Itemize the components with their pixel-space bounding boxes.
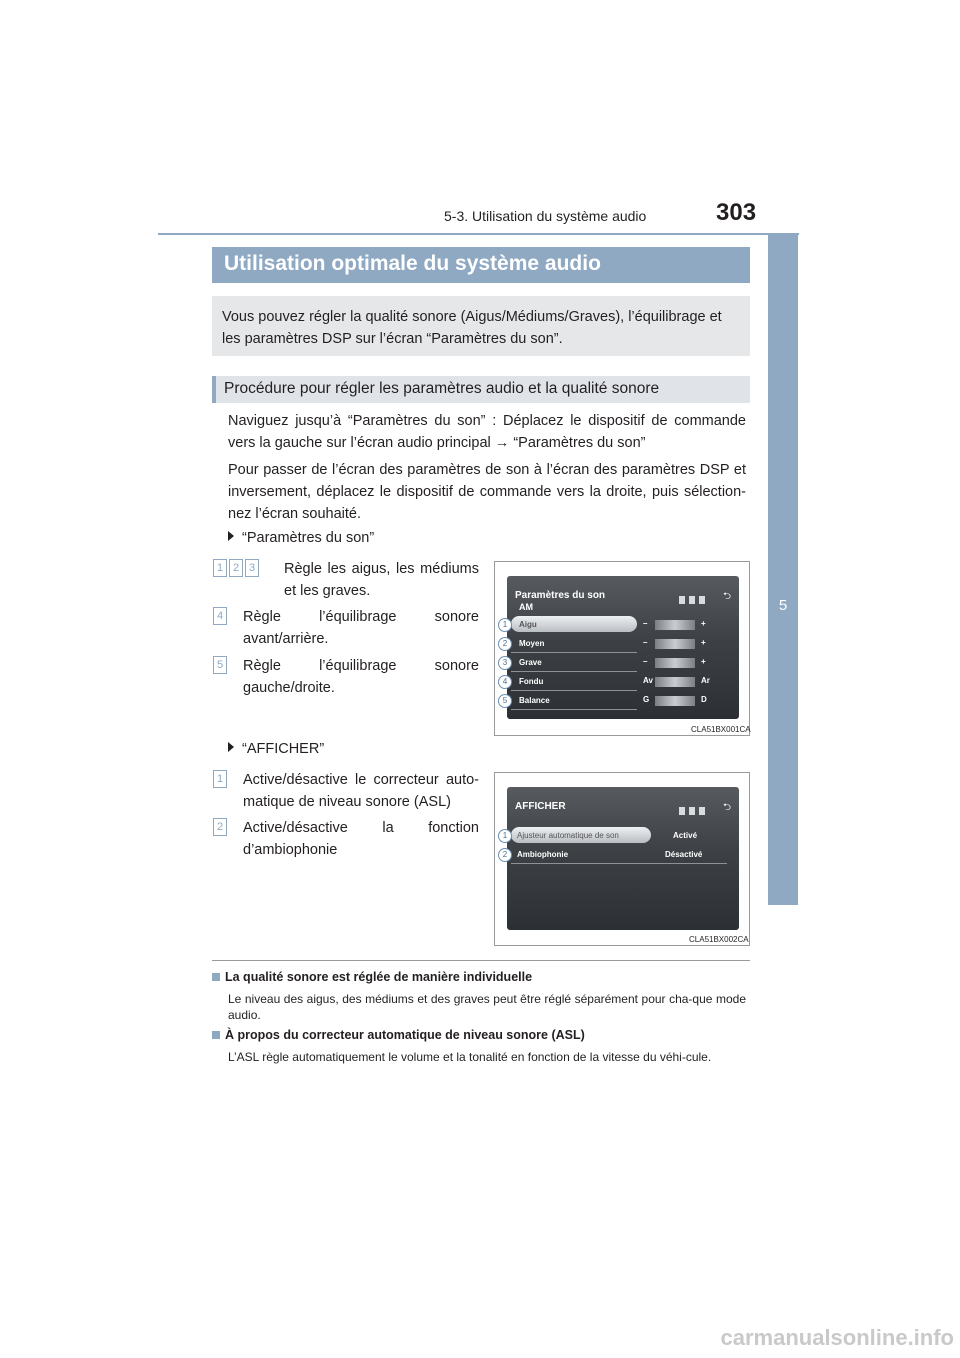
intro-text: Vous pouvez régler la qualité sonore (Aigus/Médiums/Graves), l’équilibrage et les paramètres DSP sur l’écran “Paramètres du son”. (222, 309, 722, 347)
phone-icon (699, 596, 705, 604)
watermark-text: carmanualsonline.info (720, 1325, 954, 1350)
item-text-5: Active/désactive la fonction d’ambiophonie (243, 820, 479, 858)
section1-bullet (228, 530, 374, 546)
section2-bullet-text: “AFFICHER” (242, 741, 325, 757)
section1-bullet-text: “Paramètres du son” (242, 530, 375, 546)
callout-1: 1 (498, 829, 512, 843)
subheading: Procédure pour régler les paramètres audio et la qualité sonore (224, 380, 660, 397)
number-badge: 1 (213, 770, 227, 788)
row-label-aigu: Aigu (519, 620, 537, 629)
rear-label: Ar (701, 676, 710, 685)
right-label: D (701, 695, 707, 704)
note-body-1: Le niveau des aigus, des médiums et des graves peut être réglé séparément pour cha-que mode audio. (228, 992, 746, 1022)
watermark (0, 1325, 960, 1351)
note-body-2: L’ASL règle automatiquement le volume et la tonalité en fonction de la vitesse du véhi-cule. (228, 1050, 712, 1064)
callout-4: 4 (498, 675, 512, 689)
note-heading-text: La qualité sonore est réglée de manière individuelle (225, 970, 533, 984)
item-badges-1 (213, 558, 261, 577)
number-badge: 5 (213, 656, 227, 674)
number-badge: 2 (213, 818, 227, 836)
back-icon: ⮌ (723, 802, 732, 813)
number-badge: 4 (213, 607, 227, 625)
plus-label: + (701, 619, 706, 628)
minus-label: – (643, 657, 648, 666)
treble-slider (655, 620, 695, 630)
row-label-asl: Ajusteur automatique de son (517, 831, 619, 840)
section2-bullet (228, 741, 324, 757)
row-divider (511, 671, 637, 672)
front-label: Av (643, 676, 653, 685)
left-label: G (643, 695, 650, 704)
display-screen (507, 787, 739, 930)
callout-2: 2 (498, 637, 512, 651)
asl-status: Activé (673, 831, 698, 840)
row-label-fondu: Fondu (519, 677, 544, 686)
square-bullet-icon (212, 1031, 220, 1039)
phone-icon (699, 807, 705, 815)
callout-5: 5 (498, 694, 512, 708)
screen-title: Paramètres du son (515, 590, 606, 601)
row-divider (511, 863, 727, 864)
status-icons (675, 591, 705, 609)
bluetooth-icon (679, 596, 685, 604)
item-badges-3 (213, 655, 229, 674)
ambiophonie-status: Désactivé (665, 850, 703, 859)
display-screenshot (494, 772, 750, 946)
chapter-label: Système audio à affichage Lexus (770, 952, 785, 1144)
signal-icon (689, 596, 695, 604)
chapter-number: 5 (778, 597, 788, 614)
status-icons (675, 802, 705, 820)
plus-label: + (701, 657, 706, 666)
row-label-balance: Balance (519, 696, 550, 705)
row-label-grave: Grave (519, 658, 542, 667)
mid-slider (655, 639, 695, 649)
note-heading-1 (212, 970, 532, 984)
page-title: Utilisation optimale du système audio (224, 252, 601, 275)
callout-1: 1 (498, 618, 512, 632)
notes-divider (212, 960, 750, 961)
number-badge: 2 (229, 559, 243, 577)
minus-label: – (643, 638, 648, 647)
item-text-2: Règle l’équilibrage sonore avant/arrière. (243, 609, 479, 647)
fader-slider (655, 677, 695, 687)
item-badges-2 (213, 606, 229, 625)
triangle-bullet-icon (228, 531, 234, 541)
square-bullet-icon (212, 973, 220, 981)
sound-settings-screen (507, 576, 739, 719)
item-text-3: Règle l’équilibrage sonore gauche/droite. (243, 658, 479, 696)
callout-3: 3 (498, 656, 512, 670)
plus-label: + (701, 638, 706, 647)
bass-slider (655, 658, 695, 668)
running-header: 5-3. Utilisation du système audio (444, 208, 647, 224)
item-badges-4 (213, 769, 229, 788)
callout-2: 2 (498, 848, 512, 862)
row-label-ambiophonie: Ambiophonie (517, 850, 569, 859)
header-rule (158, 233, 799, 235)
item-text-4: Active/désactive le correcteur auto-matique de niveau sonore (ASL) (243, 772, 479, 810)
screen-subtitle: AM (519, 602, 533, 612)
row-label-moyen: Moyen (519, 639, 545, 648)
signal-icon (689, 807, 695, 815)
note-heading-2 (212, 1028, 585, 1042)
sound-settings-screenshot (494, 561, 750, 736)
row-divider (511, 652, 637, 653)
minus-label: – (643, 619, 648, 628)
page-number: 303 (716, 199, 757, 226)
row-divider (511, 709, 637, 710)
row-divider (511, 690, 637, 691)
screen-title: AFFICHER (515, 801, 566, 812)
number-badge: 3 (245, 559, 259, 577)
chapter-side-tab (768, 233, 798, 905)
back-icon: ⮌ (723, 591, 732, 602)
image-code: CLA51BX001CA (691, 725, 751, 734)
balance-slider (655, 696, 695, 706)
paragraph-2: Pour passer de l’écran des paramètres de son à l’écran des paramètres DSP et inversement, déplacez le dispositif de commande vers la droite, puis sélection-nez l’écran souhaité. (228, 462, 746, 522)
image-code: CLA51BX002CA (689, 935, 749, 944)
paragraph-1: Naviguez jusqu’à “Paramètres du son” : Déplacez le dispositif de commande vers la gauche sur l’écran audio principal → “Paramètres du son” (228, 413, 746, 451)
item-text-1: Règle les aigus, les médiums et les graves. (284, 561, 479, 599)
number-badge: 1 (213, 559, 227, 577)
triangle-bullet-icon (228, 742, 234, 752)
item-badges-5 (213, 817, 229, 836)
note-heading-text: À propos du correcteur automatique de niveau sonore (ASL) (225, 1028, 585, 1042)
bluetooth-icon (679, 807, 685, 815)
